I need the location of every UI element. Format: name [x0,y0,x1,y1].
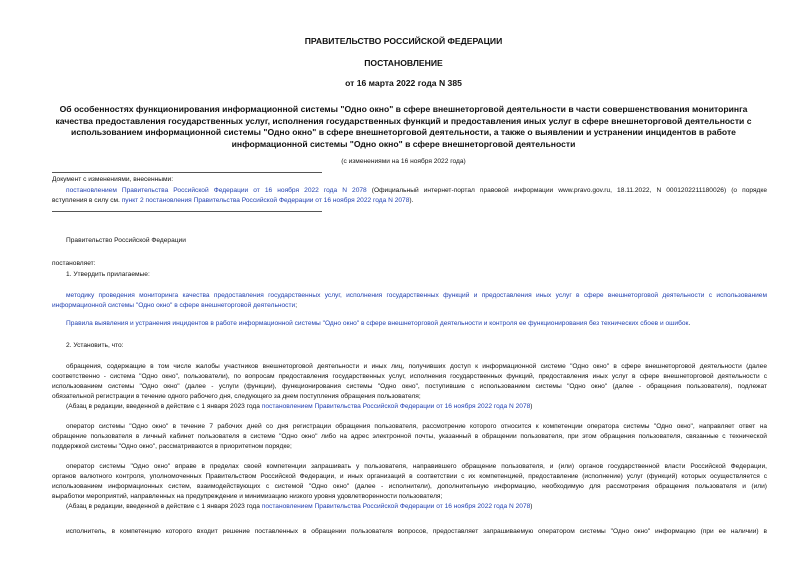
paragraph-executor [52,527,767,537]
paragraph-line: соответственно - система "Одно окно", пользователи), по вопросам предоставления государственных услуг, исполнения государственных функций, предоставления иных услуг в сфере внешнеторговой деятельности с [52,373,767,380]
amendment-tail: ) [530,503,533,510]
paragraph-line: органов валютного контроля, уполномоченных Правительством Российской Федерации, и иных организаций в соответствии с их компетенцией, предоставление (исполнение) услуг (функций) которых осуществляется с [52,473,767,480]
bottom-divider [52,211,322,212]
revision-note: (с изменениями на 16 ноября 2022 года) [341,158,466,165]
paragraph-line: оператор системы "Одно окно" вправе в пределах своей компетенции запрашивать у пользователя, направившего обращение пользователя, и (или) органов государственной власти Российской Федерации, [66,463,767,470]
changes-effect-text: вступления в силу см. [52,197,122,204]
methodology-line [52,291,767,301]
paragraph-appeals-registration [52,362,767,412]
title-line: информационной системы "Одно окно" в сфере внешнеторговой деятельности [231,138,576,149]
document-date-number: от 16 марта 2022 года N 385 [345,78,462,88]
changes-line [52,186,767,196]
government-heading: ПРАВИТЕЛЬСТВО РОССИЙСКОЙ ФЕДЕРАЦИИ [304,36,503,46]
resolves-word: постановляет: [52,260,96,267]
changes-end-text: ). [409,197,414,204]
document-type: ПОСТАНОВЛЕНИЕ [364,58,443,68]
amendment-note [52,402,767,412]
title-line: качества предоставления государственных услуг, исполнения государственных функций и предоставления иных услуг в сфере внешнеторговой деятельности с [55,115,752,126]
title-line: Об особенностях функционирования информационной системы "Одно окно" в сфере внешнеторговой деятельности в части совершенствования мониторинга [59,104,748,114]
amending-resolution-link[interactable]: постановлением Правительства Российской Федерации от 16 ноября 2022 года N 2078 [66,187,367,194]
paragraph-line: исполнитель, в компетенцию которого входит решение поставленных в обращении пользователя вопросов, предоставляет запрашиваемую оператором системы "Одно окно" информацию (при ее наличии) в [66,528,767,535]
paragraph-line: обязательной регистрации в течение одного рабочего дня, следующего за днем поступления обращения пользователя; [52,393,421,400]
changes-block [52,186,767,206]
changes-heading: Документ с изменениями, внесенными: [52,176,174,183]
paragraph-line: использованием системы "Одно окно" (далее - услуги (функции), функционирования системы "Одно окно", поступившие с использованием системы "Одно окно" (далее - обращения пользователя), подлежат [52,383,767,390]
item-1: 1. Утвердить прилагаемые: [66,271,150,278]
amendment-tail: ) [530,403,533,410]
paragraph-line: выработки мероприятий, направленных на предупреждение и минимизацию низкого уровня удовлетворенности пользователя; [52,493,443,500]
paragraph-operator-requests [52,462,767,512]
paragraph-operator-response [52,422,767,452]
methodology-tail: ; [295,302,298,309]
amendment-text: (Абзац в редакции, введенной в действие с 1 января 2023 года [66,403,262,410]
methodology-line [52,301,767,311]
amendment-link[interactable]: постановлением Правительства Российской Федерации от 16 ноября 2022 года N 2078 [261,403,531,410]
issuer: Правительство Российской Федерации [66,237,186,244]
effect-clause-link[interactable]: пункт 2 постановления Правительства Российской Федерации от 16 ноября 2022 года N 2078 [121,197,410,204]
paragraph-line: обращения, содержащие в том числе жалобы участников внешнеторговой деятельности и иных лиц, получивших доступ к информационной системе "Одно окно" в сфере внешнеторговой деятельности (далее [66,363,767,370]
methodology-link[interactable]: методику проведения мониторинга качества предоставления государственных услуг, исполнения государственных функций и предоставления иных услуг в сфере внешнеторговой деятельности с использованием [66,292,767,299]
paragraph-line: использованием информационных систем, взаимодействующих с системой "Одно окно" (далее - исполнители), дополнительную информацию, необходимую для рассмотрения обращения пользователя и (или) [52,483,767,490]
changes-source-text: (Официальный интернет-портал правовой информации www.pravo.gov.ru, 18.11.2022, N 0001202211180026) (о порядке [366,187,767,194]
document-title [30,104,777,150]
methodology-paragraph [52,291,767,311]
top-divider [52,172,322,173]
amendment-note [52,502,767,512]
item-2: 2. Установить, что: [66,342,124,349]
title-line: использованием информационной системы "Одно окно" в сфере внешнеторговой деятельности, а также о выявлении и устранении инцидентов в работе [71,127,736,138]
rules-paragraph [52,319,781,329]
rules-tail: . [688,320,691,327]
amendment-text: (Абзац в редакции, введенной в действие с 1 января 2023 года [66,503,262,510]
paragraph-line: поддержкой системы "Одно окно", рассматриваются в приоритетном порядке; [52,443,292,450]
amendment-link[interactable]: постановлением Правительства Российской Федерации от 16 ноября 2022 года N 2078 [261,503,531,510]
paragraph-line: оператор системы "Одно окно" в течение 7 рабочих дней со дня регистрации обращения пользователя, рассмотрение которого относится к компетенции оператора системы "Одно окно", направляет ответ на [66,423,767,430]
paragraph-line: обращение пользователя в личный кабинет пользователя в системе "Одно окно" либо на адрес электронной почты, указанный в обращении пользователя, при этом обращения пользователя, связанные с технической [52,433,767,440]
methodology-link-cont[interactable]: информационной системы "Одно окно" в сфере внешнеторговой деятельности [52,302,296,309]
rules-link[interactable]: Правила выявления и устранения инцидентов в работе информационной системы "Одно окно" в сфере внешнеторговой деятельности и контроля ее функционирования без технических сбоев и ошибок [66,320,689,327]
changes-line [52,196,767,206]
